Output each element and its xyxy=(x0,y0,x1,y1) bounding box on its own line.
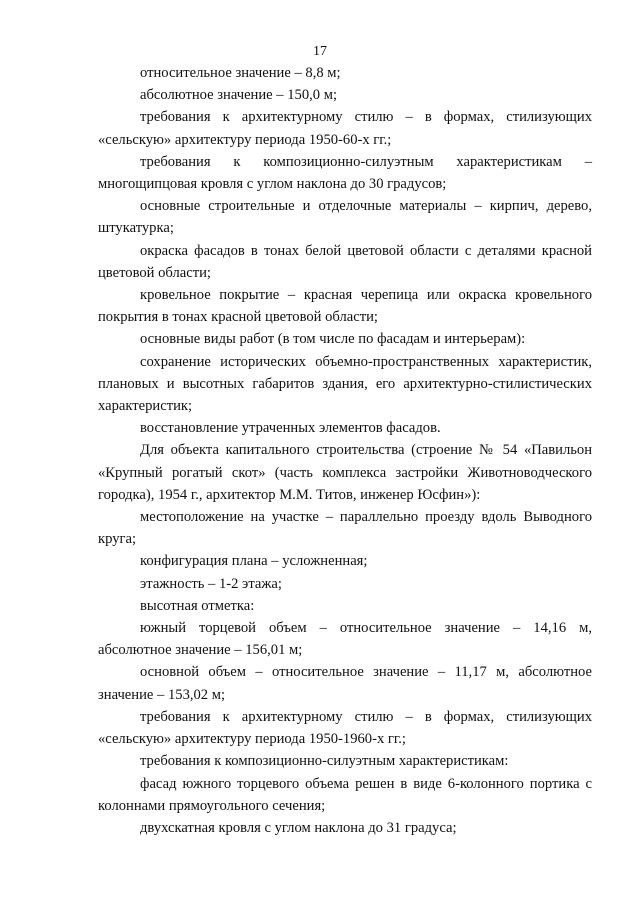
paragraph: кровельное покрытие – красная черепица или окраска кровельного покрытия в тонах красной цветовой области; xyxy=(98,287,592,326)
paragraph: основной объем – относительное значение – 11,17 м, абсолютное значение – 153,02 м; xyxy=(98,664,592,703)
paragraph: требования к архитектурному стилю – в формах, стилизующих «сельскую» архитектуру периода 1950-60-х гг.; xyxy=(98,109,592,148)
page-number: 17 xyxy=(313,44,327,59)
paragraph: относительное значение – 8,8 м; xyxy=(140,65,341,81)
paragraph: фасад южного торцевого объема решен в виде 6-колонного портика с колоннами прямоугольного сечения; xyxy=(98,775,592,814)
paragraph: восстановление утраченных элементов фасадов. xyxy=(140,420,441,437)
paragraph: двухскатная кровля с углом наклона до 31 градуса; xyxy=(140,819,457,836)
paragraph: требования к архитектурному стилю – в формах, стилизующих «сельскую» архитектуру периода 1950-1960-х гг.; xyxy=(98,708,592,748)
paragraph: Для объекта капитального строительства (строение № 54 «Павильон «Крупный рогатый скот» (часть комплекса застройки Животноводческого городка), 1954 г., архитектор М.М. Титов, инженер Юсфин»): xyxy=(98,442,592,503)
paragraph: окраска фасадов в тонах белой цветовой области с деталями красной цветовой области; xyxy=(98,242,592,281)
paragraph: требования к композиционно-силуэтным характеристикам – многощипцовая кровля с углом наклона до 30 градусов; xyxy=(98,153,592,193)
paragraph: сохранение исторических объемно-пространственных характеристик, плановых и высотных габаритов здания, его архитектурно-стилистических характеристик; xyxy=(98,353,592,415)
paragraph: этажность – 1-2 этажа; xyxy=(140,575,282,592)
paragraph: требования к композиционно-силуэтным характеристикам: xyxy=(140,753,509,770)
paragraph: основные виды работ (в том числе по фасадам и интерьерам): xyxy=(140,331,526,348)
paragraph: абсолютное значение – 150,0 м; xyxy=(140,87,338,104)
paragraph: конфигурация плана – усложненная; xyxy=(140,553,368,570)
document-body xyxy=(98,62,592,839)
paragraph: местоположение на участке – параллельно проезду вдоль Выводного круга; xyxy=(98,509,592,548)
paragraph: основные строительные и отделочные материалы – кирпич, дерево, штукатурка; xyxy=(98,198,592,237)
paragraph: южный торцевой объем – относительное значение – 14,16 м, абсолютное значение – 156,01 м; xyxy=(98,620,592,659)
paragraph: высотная отметка: xyxy=(140,597,255,614)
